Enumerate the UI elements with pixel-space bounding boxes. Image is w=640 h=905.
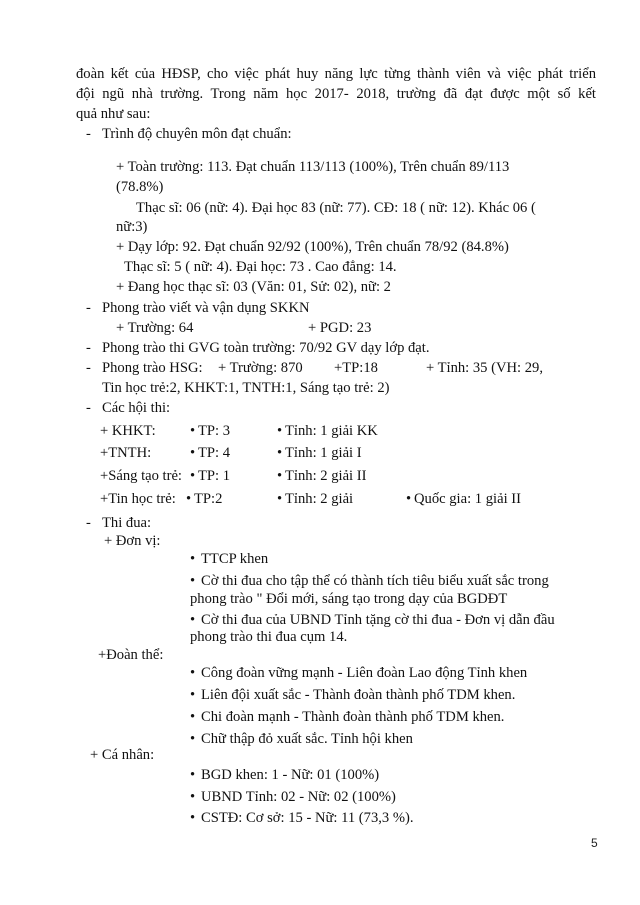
bullet: • [277, 468, 283, 484]
trinh-do-line: + Toàn trường: 113. Đạt chuẩn 113/113 (100%), Trên chuẩn 89/113 [116, 159, 510, 175]
skkn-pgd: + PGD: 23 [308, 320, 372, 336]
don-vi-item: Cờ thi đua của UBND Tỉnh tặng cờ thi đua - Đơn vị dẫn đầu [201, 612, 555, 628]
hoi-thi-label: +Sáng tạo trẻ: [100, 468, 182, 484]
thi-dua-heading: Thi đua: [102, 515, 152, 531]
hoi-thi-tinh: Tỉnh: 1 giải I [285, 445, 362, 461]
hoi-thi-tinh: Tỉnh: 2 giải II [285, 468, 367, 484]
hoi-thi-tp: TP: 1 [198, 468, 231, 484]
hoi-thi-heading: Các hội thi: [102, 400, 171, 416]
hoi-thi-tinh: Tỉnh: 2 giải [285, 491, 354, 507]
bullet: • [190, 445, 196, 461]
dash-bullet: - [86, 515, 91, 531]
bullet: • [277, 445, 283, 461]
hoi-thi-label: + KHKT: [100, 423, 156, 439]
page-number: 5 [591, 836, 598, 850]
don-vi-item: Cờ thi đua cho tập thể có thành tích tiêu biểu xuất sắc trong [201, 573, 549, 589]
trinh-do-line: + Dạy lớp: 92. Đạt chuẩn 92/92 (100%), Trên chuẩn 78/92 (84.8%) [116, 239, 509, 255]
trinh-do-line: Thạc sĩ: 5 ( nữ: 4). Đại học: 73 . Cao đẳng: 14. [124, 259, 397, 275]
dash-bullet: - [86, 360, 91, 376]
bullet: • [406, 491, 412, 507]
bullet: • [190, 731, 196, 747]
don-vi-item-cont: phong trào thi đua cụm 14. [190, 629, 348, 645]
intro-line-3: quả như sau: [76, 106, 151, 122]
bullet: • [190, 573, 196, 589]
dash-bullet: - [86, 126, 91, 142]
hsg-line-2: Tin học trẻ:2, KHKT:1, TNTH:1, Sáng tạo trẻ: 2) [102, 380, 390, 396]
hoi-thi-label: +Tin học trẻ: [100, 491, 176, 507]
trinh-do-line: nữ:3) [116, 219, 148, 235]
doan-the-item: Liên đội xuất sắc - Thành đoàn thành phố TDM khen. [201, 687, 516, 703]
ca-nhan-label: + Cá nhân: [90, 747, 155, 763]
hoi-thi-tinh: Tỉnh: 1 giải KK [285, 423, 378, 439]
doan-the-label: +Đoàn thể: [98, 647, 164, 663]
don-vi-item-cont: phong trào " Đổi mới, sáng tạo trong dạy của BGDĐT [190, 591, 508, 607]
dash-bullet: - [86, 300, 91, 316]
bullet: • [277, 491, 283, 507]
doan-the-item: Công đoàn vững mạnh - Liên đoàn Lao động Tỉnh khen [201, 665, 528, 681]
intro-line-2: đội ngũ nhà trường. Trong năm học 2017- 2018, trường đã đạt được một số kết [76, 86, 596, 102]
bullet: • [190, 551, 196, 567]
hoi-thi-tp: TP: 4 [198, 445, 231, 461]
hoi-thi-label: +TNTH: [100, 445, 152, 461]
ca-nhan-item: UBND Tỉnh: 02 - Nữ: 02 (100%) [201, 789, 396, 805]
ca-nhan-item: BGD khen: 1 - Nữ: 01 (100%) [201, 767, 380, 783]
trinh-do-line: (78.8%) [116, 179, 164, 195]
intro-line-1: đoàn kết của HĐSP, cho việc phát huy năng lực từng thành viên và việc phát triển [76, 66, 596, 82]
don-vi-item: TTCP khen [201, 551, 269, 567]
bullet: • [190, 767, 196, 783]
bullet: • [190, 612, 196, 628]
hoi-thi-quoc-gia: Quốc gia: 1 giải II [414, 491, 521, 507]
bullet: • [190, 789, 196, 805]
trinh-do-line: Thạc sĩ: 06 (nữ: 4). Đại học 83 (nữ: 77). CĐ: 18 ( nữ: 12). Khác 06 ( [136, 200, 536, 216]
bullet: • [186, 491, 192, 507]
gvg-line: Phong trào thi GVG toàn trường: 70/92 GV dạy lớp đạt. [102, 340, 430, 356]
hoi-thi-tp: TP:2 [194, 491, 223, 507]
hsg-tinh: + Tỉnh: 35 (VH: 29, [426, 360, 544, 376]
bullet: • [190, 687, 196, 703]
bullet: • [277, 423, 283, 439]
hsg-tp: +TP:18 [334, 360, 378, 376]
dash-bullet: - [86, 400, 91, 416]
trinh-do-line: + Đang học thạc sĩ: 03 (Văn: 01, Sử: 02), nữ: 2 [116, 279, 391, 295]
hsg-truong: + Trường: 870 [218, 360, 303, 376]
bullet: • [190, 810, 196, 826]
doan-the-item: Chi đoàn mạnh - Thành đoàn thành phố TDM khen. [201, 709, 505, 725]
bullet: • [190, 709, 196, 725]
hoi-thi-tp: TP: 3 [198, 423, 231, 439]
skkn-truong: + Trường: 64 [116, 320, 194, 336]
skkn-heading: Phong trào viết và vận dụng SKKN [102, 300, 310, 316]
hsg-label: Phong trào HSG: [102, 360, 203, 376]
bullet: • [190, 665, 196, 681]
bullet: • [190, 468, 196, 484]
don-vi-label: + Đơn vị: [104, 533, 161, 549]
dash-bullet: - [86, 340, 91, 356]
bullet: • [190, 423, 196, 439]
ca-nhan-item: CSTĐ: Cơ sở: 15 - Nữ: 11 (73,3 %). [201, 810, 414, 826]
trinh-do-heading: Trình độ chuyên môn đạt chuẩn: [102, 126, 292, 142]
doan-the-item: Chữ thập đỏ xuất sắc. Tỉnh hội khen [201, 731, 413, 747]
